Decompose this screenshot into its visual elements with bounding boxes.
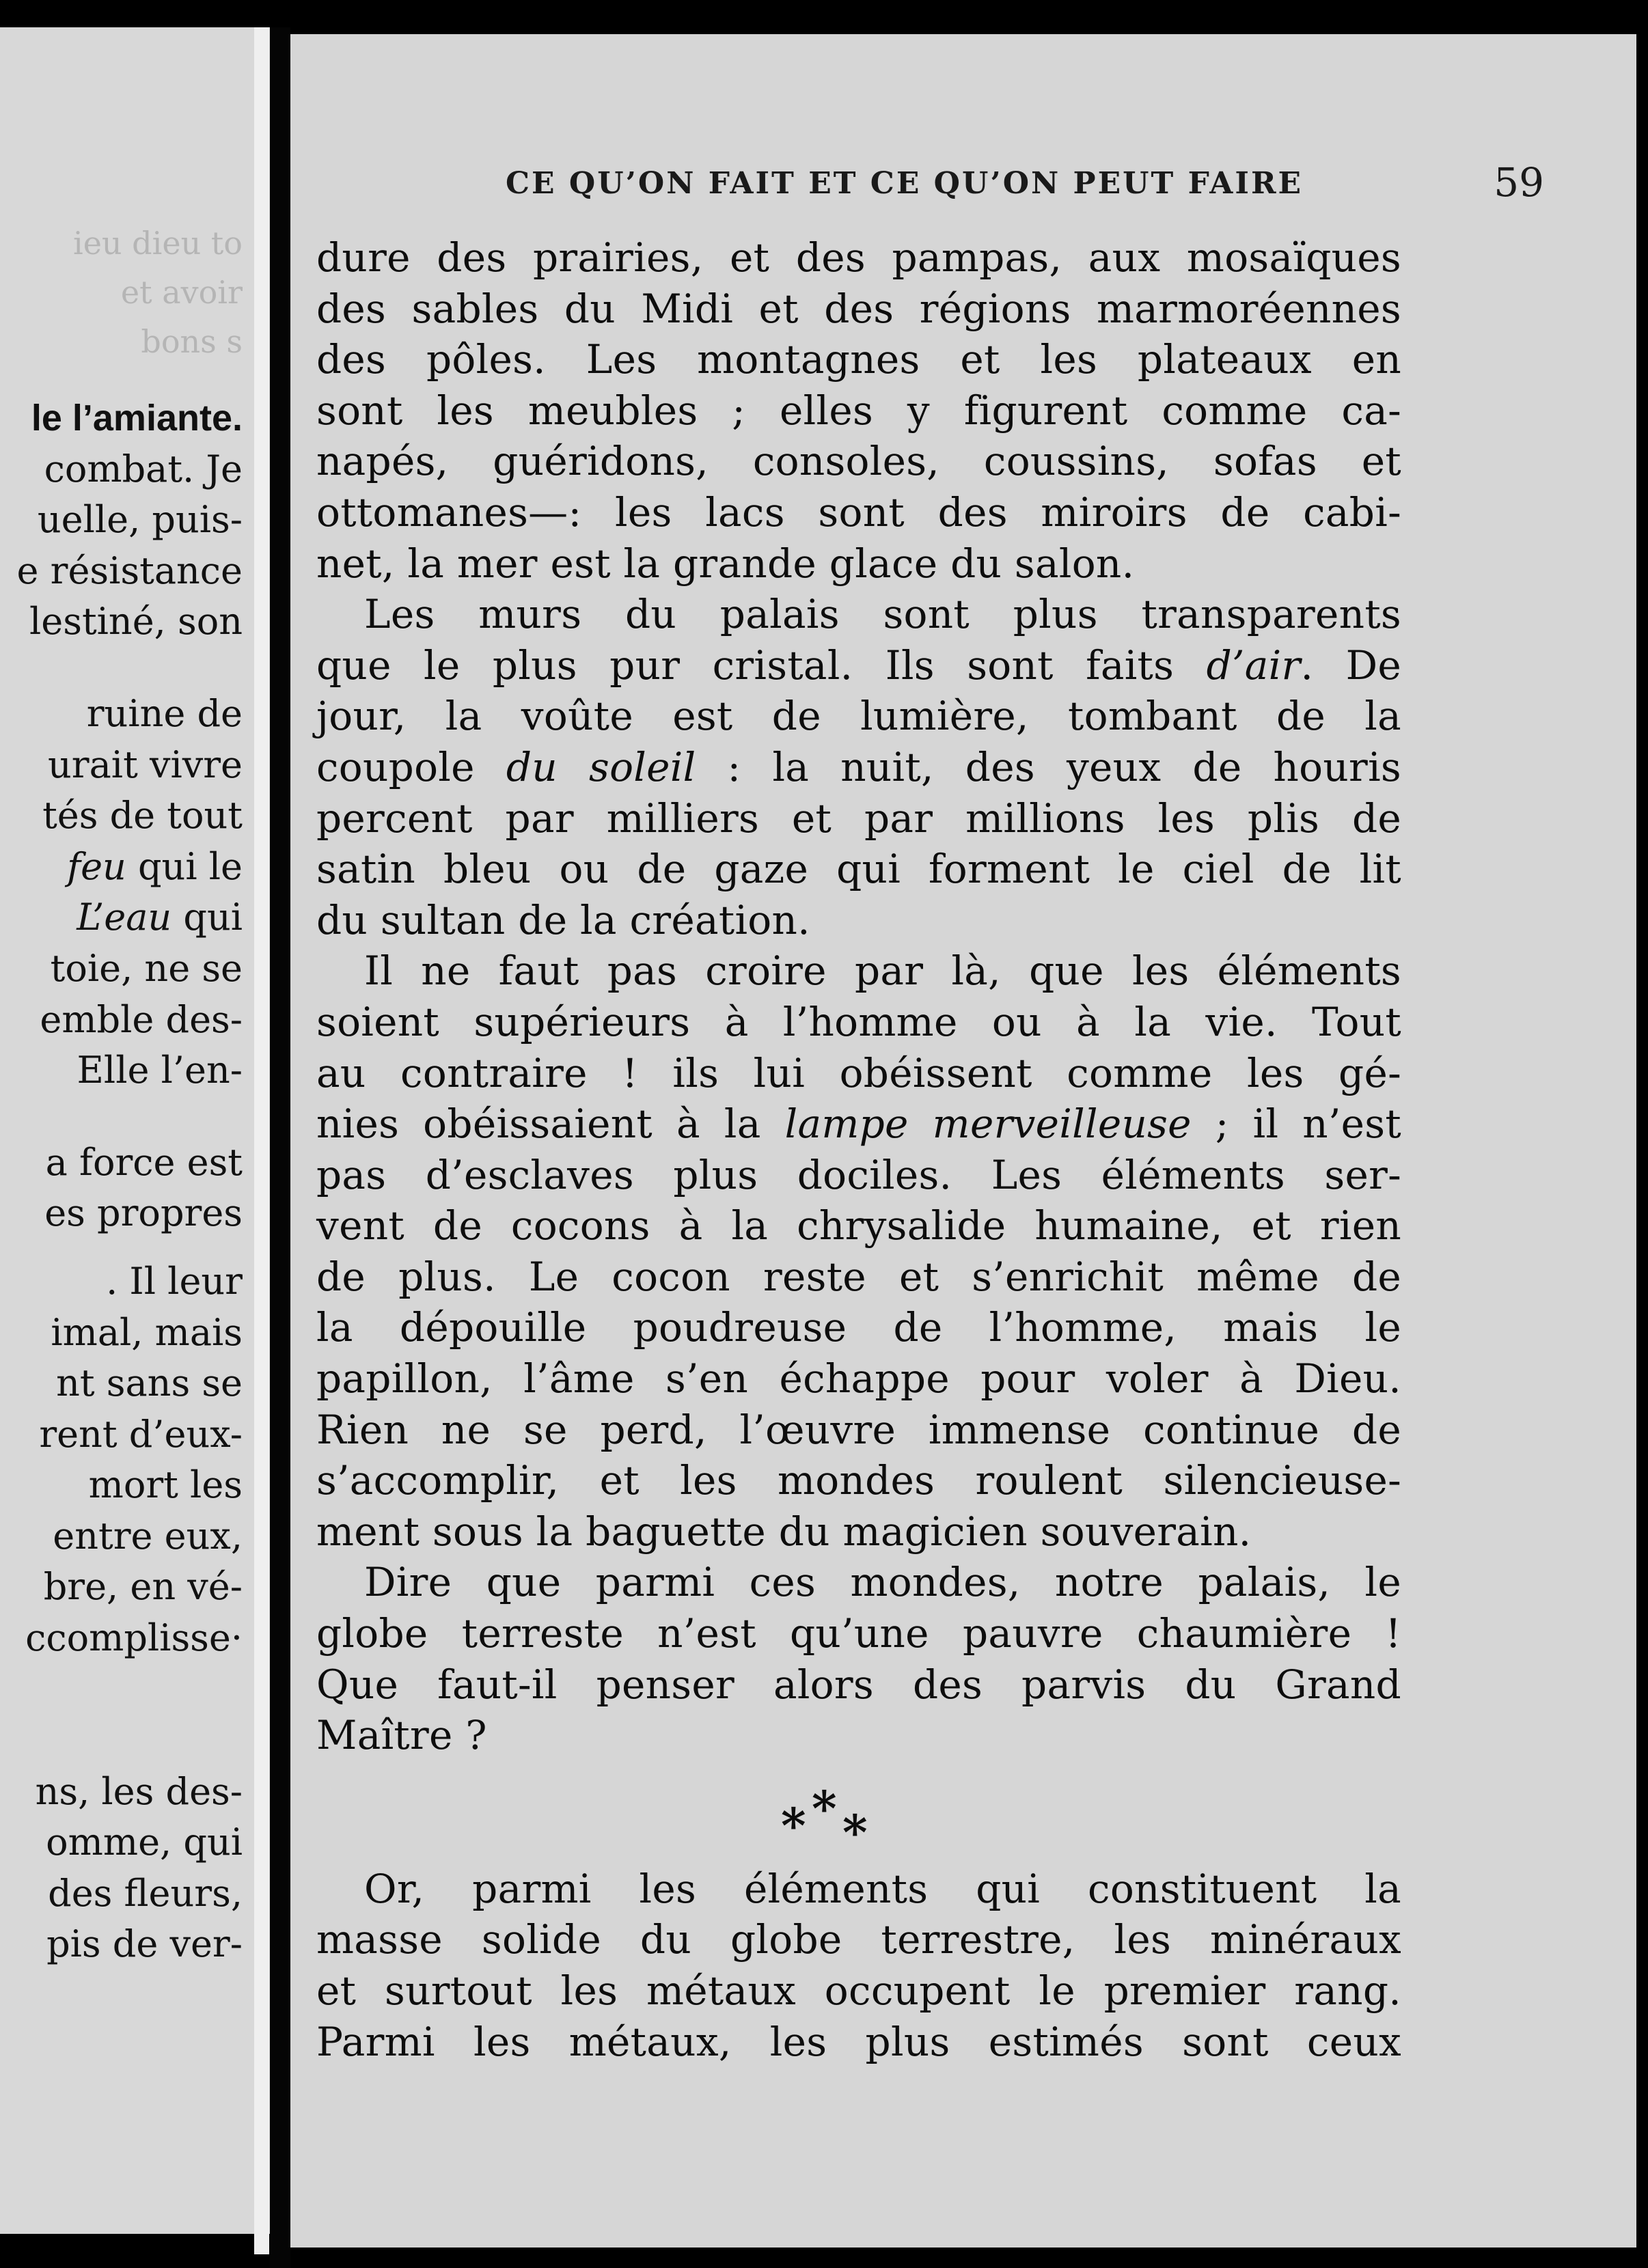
previous-page-line: imal, mais bbox=[51, 1310, 243, 1354]
text-line: Que faut-il penser alors des parvis du Grand bbox=[316, 1661, 1401, 1708]
show-through-text bbox=[0, 219, 270, 366]
previous-page-line: bre, en vé- bbox=[43, 1565, 243, 1609]
text-line: sont les meubles ; elles y figurent comme ca- bbox=[316, 387, 1401, 434]
previous-page-line: es propres bbox=[44, 1191, 243, 1235]
running-title: CE QU’ON FAIT ET CE QU’ON PEUT FAIRE bbox=[506, 166, 1304, 201]
previous-page-line: combat. Je bbox=[44, 447, 243, 490]
text-line: Rien ne se perd, l’œuvre immense continue de bbox=[316, 1406, 1401, 1453]
text-line: jour, la voûte est de lumière, tombant de la bbox=[316, 693, 1401, 740]
line-gap bbox=[0, 1664, 243, 1767]
previous-page-line: le l’amiante. bbox=[31, 398, 243, 439]
previous-page-line: entre eux, bbox=[53, 1514, 243, 1558]
text-line: au contraire ! ils lui obéissent comme les gé- bbox=[316, 1049, 1401, 1096]
text-line: et surtout les métaux occupent le premier rang. bbox=[316, 1967, 1401, 2014]
text-line: s’accomplir, et les mondes roulent silencieuse- bbox=[316, 1457, 1401, 1504]
text-line: vent de cocons à la chrysalide humaine, et rien bbox=[316, 1202, 1401, 1249]
text-line: des pôles. Les montagnes et les plateaux en bbox=[316, 336, 1401, 383]
book-gutter bbox=[270, 27, 290, 2268]
asterism-star: * bbox=[812, 1780, 837, 1837]
previous-page-line: rent d’eux- bbox=[39, 1412, 243, 1456]
text-line: Or, parmi les éléments qui constituent la bbox=[364, 1865, 1401, 1912]
previous-page-line: des fleurs, bbox=[48, 1871, 243, 1915]
text-line: globe terreste n’est qu’une pauvre chaumière ! bbox=[316, 1610, 1401, 1657]
text-line: du sultan de la création. bbox=[316, 896, 810, 943]
previous-page-line: ruine de bbox=[86, 691, 243, 735]
text-line: dure des prairies, et des pampas, aux mosaïques bbox=[316, 234, 1401, 281]
previous-page-line: ccomplisse· bbox=[25, 1616, 243, 1660]
previous-page-line: nt sans se bbox=[56, 1361, 243, 1405]
page-number: 59 bbox=[1494, 159, 1544, 206]
previous-page-line: a force est bbox=[45, 1140, 243, 1184]
line-gap bbox=[0, 1239, 243, 1256]
previous-page-line: emble des- bbox=[40, 997, 243, 1041]
previous-page-text bbox=[0, 393, 270, 1970]
previous-page-line: toie, ne se bbox=[50, 946, 243, 990]
running-head bbox=[506, 161, 1544, 208]
text-line: soient supérieurs à l’homme ou à la vie. Tout bbox=[316, 998, 1401, 1045]
previous-page-line: pis de ver- bbox=[46, 1922, 243, 1966]
text-line: satin bleu ou de gaze qui forment le ciel de lit bbox=[316, 846, 1401, 893]
text-line: napés, guéridons, consoles, coussins, sofas et bbox=[316, 438, 1401, 485]
previous-page-line: uelle, puis- bbox=[37, 498, 243, 542]
asterism-star: * bbox=[842, 1803, 868, 1861]
text-line: papillon, l’âme s’en échappe pour voler à Dieu. bbox=[316, 1355, 1401, 1402]
text-line: Il ne faut pas croire par là, que les éléments bbox=[364, 948, 1401, 995]
text-line: de plus. Le cocon reste et s’enrichit même de bbox=[316, 1253, 1401, 1300]
previous-page-line: mort les bbox=[88, 1463, 243, 1507]
show-through-line: bons s bbox=[141, 323, 243, 360]
text-line: la dépouille poudreuse de l’homme, mais le bbox=[316, 1304, 1401, 1351]
text-line: net, la mer est la grande glace du salon. bbox=[316, 540, 1135, 587]
line-gap bbox=[0, 648, 243, 689]
text-line: nies obéissaient à la lampe merveilleuse ; il n’est bbox=[316, 1101, 1401, 1148]
previous-page-line: lestiné, son bbox=[29, 600, 243, 644]
page-edge bbox=[254, 27, 269, 2254]
text-line: Parmi les métaux, les plus estimés sont ceux bbox=[316, 2018, 1401, 2065]
asterism-star: * bbox=[781, 1797, 806, 1854]
text-line: Dire que parmi ces mondes, notre palais, le bbox=[364, 1559, 1401, 1606]
text-line: pas d’esclaves plus dociles. Les éléments ser- bbox=[316, 1151, 1401, 1198]
book-page bbox=[290, 34, 1636, 2248]
line-gap bbox=[0, 1096, 243, 1137]
previous-page-line: feu qui le bbox=[67, 844, 243, 888]
text-line: coupole du soleil : la nuit, des yeux de houris bbox=[316, 743, 1401, 790]
previous-page-line: omme, qui bbox=[46, 1821, 243, 1864]
previous-page-line: L’eau qui bbox=[77, 896, 243, 939]
previous-page-fragment bbox=[0, 27, 270, 2234]
text-line: ment sous la baguette du magicien souverain. bbox=[316, 1508, 1252, 1555]
previous-page-line: tés de tout bbox=[42, 794, 243, 838]
show-through-line: et avoir bbox=[120, 274, 243, 311]
text-line: masse solide du globe terrestre, les minéraux bbox=[316, 1916, 1401, 1963]
show-through-line: ieu dieu to bbox=[73, 225, 243, 262]
previous-page-line: . Il leur bbox=[106, 1259, 243, 1303]
previous-page-line: ns, les des- bbox=[35, 1769, 243, 1813]
section-separator bbox=[316, 1761, 1401, 1864]
previous-page-line: urait vivre bbox=[48, 743, 243, 786]
text-line: que le plus pur cristal. Ils sont faits d’air. De bbox=[316, 641, 1401, 689]
text-line: ottomanes—: les lacs sont des miroirs de cabi- bbox=[316, 488, 1401, 536]
text-line: Les murs du palais sont plus transparents bbox=[364, 591, 1401, 638]
text-line: percent par milliers et par millions les plis de bbox=[316, 794, 1401, 842]
previous-page-line: e résistance bbox=[16, 549, 243, 592]
previous-page-line: Elle l’en- bbox=[77, 1049, 243, 1092]
text-line: des sables du Midi et des régions marmoréennes bbox=[316, 285, 1401, 332]
body-text bbox=[316, 232, 1401, 2067]
text-line: Maître ? bbox=[316, 1712, 487, 1759]
